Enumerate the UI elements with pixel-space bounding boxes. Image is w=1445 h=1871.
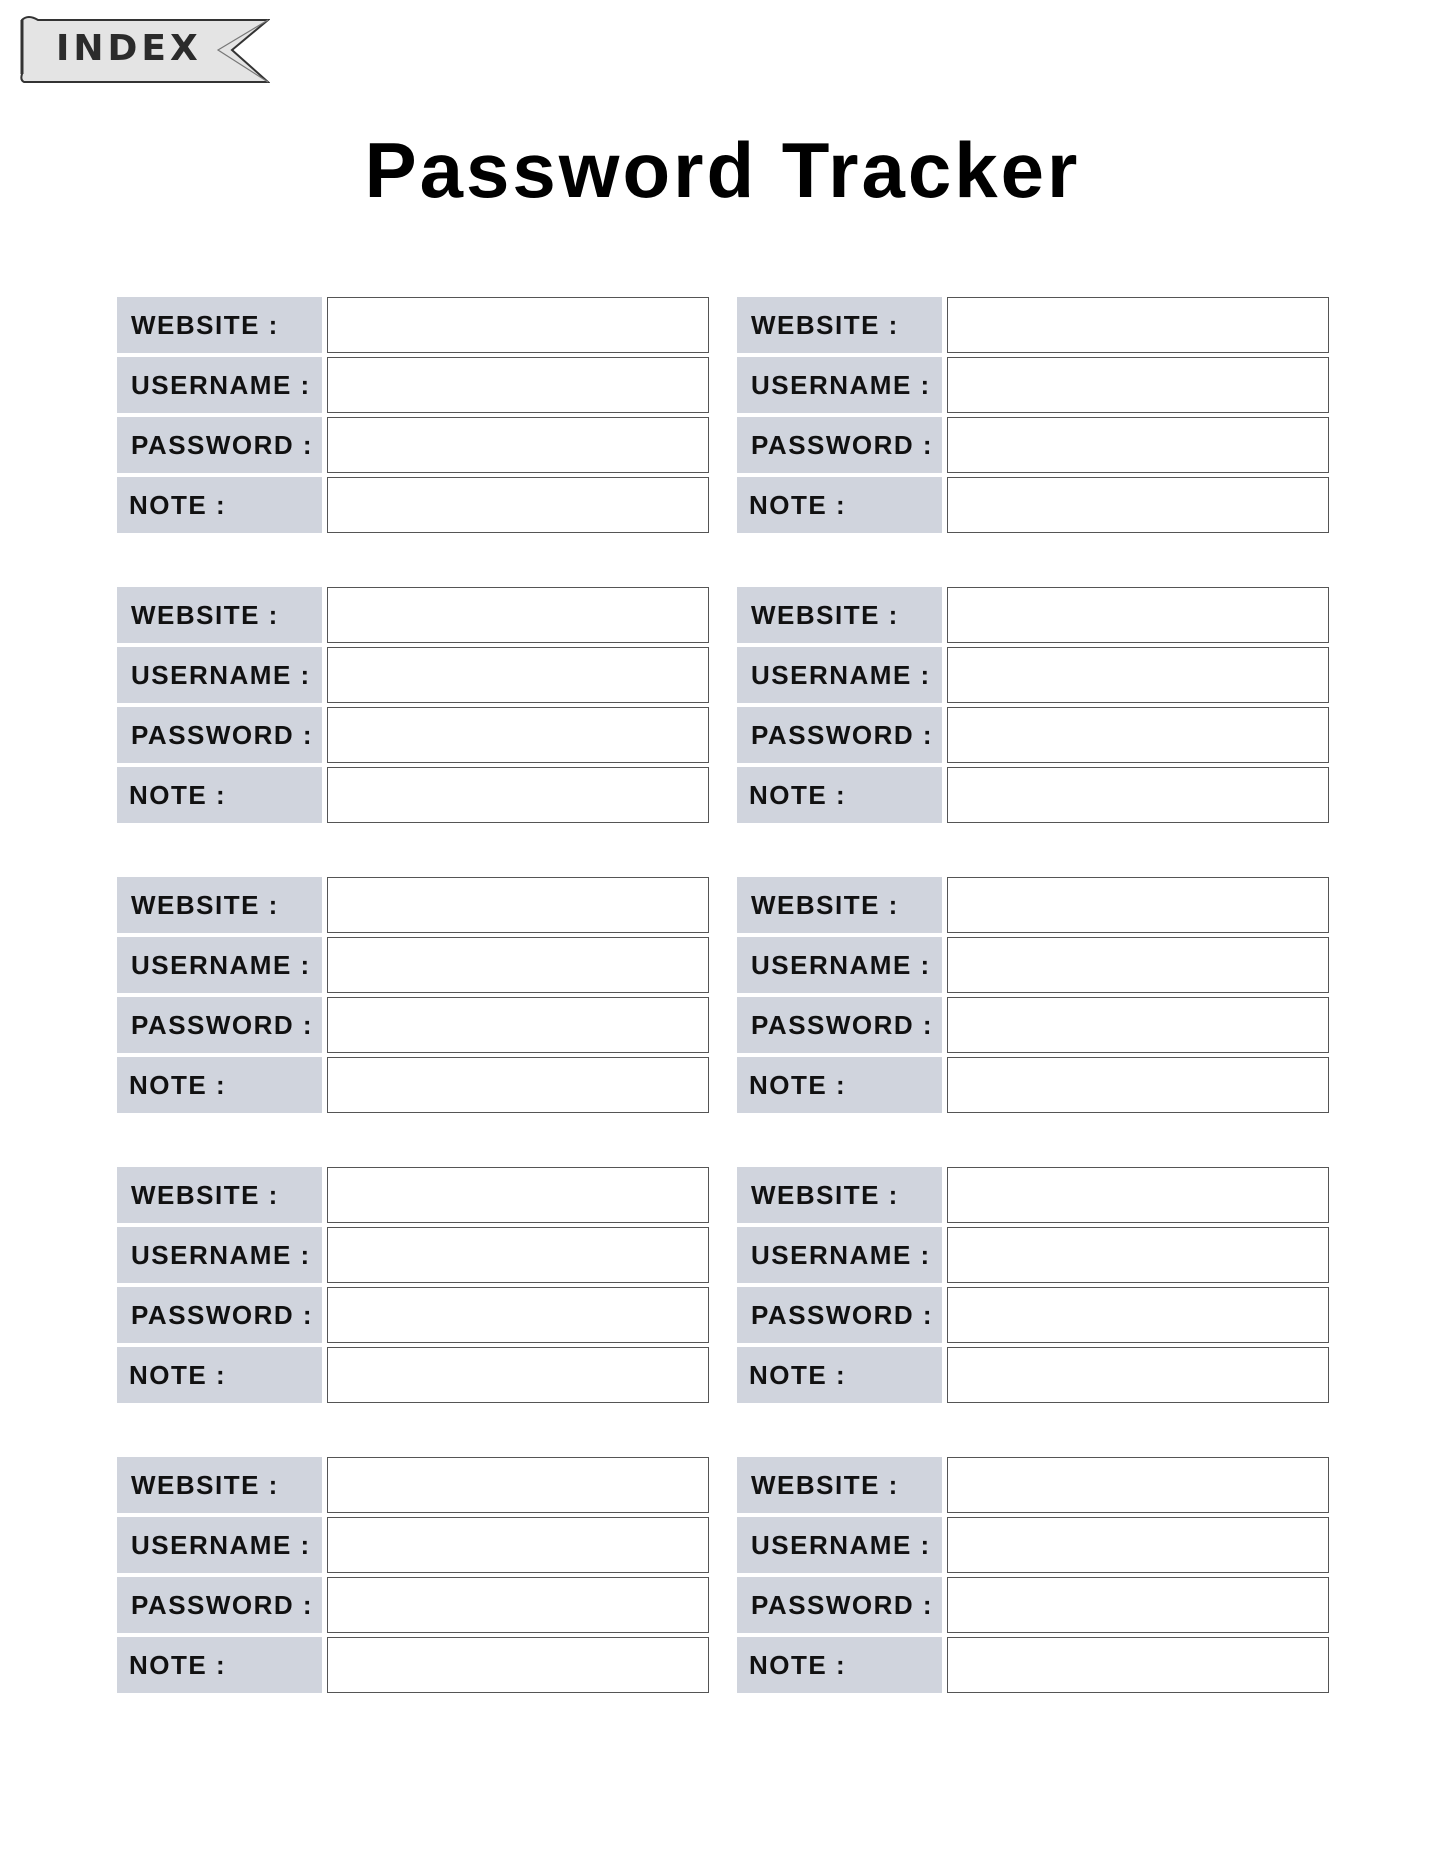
note-row (117, 1347, 709, 1403)
username-label: USERNAME : (737, 647, 942, 703)
username-label: USERNAME : (117, 937, 322, 993)
website-field[interactable] (327, 587, 709, 643)
password-row (737, 417, 1329, 473)
note-field[interactable] (947, 767, 1329, 823)
website-row (117, 1457, 709, 1513)
website-field[interactable] (327, 297, 709, 353)
note-label: NOTE : (117, 1637, 322, 1693)
password-row (117, 417, 709, 473)
website-field[interactable] (947, 1167, 1329, 1223)
note-label: NOTE : (737, 1637, 942, 1693)
password-field[interactable] (947, 1287, 1329, 1343)
note-label: NOTE : (737, 477, 942, 533)
website-row (737, 877, 1329, 933)
username-row (737, 1517, 1329, 1573)
username-row (737, 937, 1329, 993)
note-field[interactable] (947, 477, 1329, 533)
website-field[interactable] (327, 877, 709, 933)
note-row (117, 1057, 709, 1113)
note-row (737, 1347, 1329, 1403)
password-field[interactable] (327, 707, 709, 763)
password-row (117, 1287, 709, 1343)
page-title: Password Tracker (364, 126, 1081, 214)
password-row (737, 1577, 1329, 1633)
password-entry (737, 1457, 1329, 1693)
note-label: NOTE : (737, 767, 942, 823)
website-row (117, 1167, 709, 1223)
website-label: WEBSITE : (117, 1457, 322, 1513)
password-entry (737, 877, 1329, 1113)
note-field[interactable] (327, 477, 709, 533)
username-field[interactable] (947, 1517, 1329, 1573)
note-label: NOTE : (117, 1057, 322, 1113)
username-label: USERNAME : (737, 357, 942, 413)
website-field[interactable] (327, 1167, 709, 1223)
username-field[interactable] (947, 937, 1329, 993)
website-row (117, 877, 709, 933)
website-row (117, 297, 709, 353)
website-label: WEBSITE : (737, 877, 942, 933)
username-row (737, 647, 1329, 703)
username-row (117, 1227, 709, 1283)
note-row (737, 767, 1329, 823)
username-label: USERNAME : (117, 1227, 322, 1283)
username-field[interactable] (947, 357, 1329, 413)
website-row (117, 587, 709, 643)
username-label: USERNAME : (737, 1227, 942, 1283)
website-label: WEBSITE : (117, 297, 322, 353)
password-row (737, 997, 1329, 1053)
website-row (737, 587, 1329, 643)
website-field[interactable] (327, 1457, 709, 1513)
password-label: PASSWORD : (117, 997, 322, 1053)
username-row (117, 1517, 709, 1573)
website-label: WEBSITE : (737, 1167, 942, 1223)
password-entry (117, 877, 709, 1113)
note-field[interactable] (327, 1637, 709, 1693)
password-entry (117, 587, 709, 823)
username-field[interactable] (327, 357, 709, 413)
username-field[interactable] (327, 1227, 709, 1283)
note-field[interactable] (327, 1347, 709, 1403)
website-field[interactable] (947, 1457, 1329, 1513)
password-entry (737, 297, 1329, 533)
website-label: WEBSITE : (117, 1167, 322, 1223)
password-label: PASSWORD : (737, 1577, 942, 1633)
password-field[interactable] (947, 707, 1329, 763)
note-label: NOTE : (117, 767, 322, 823)
username-label: USERNAME : (737, 937, 942, 993)
website-label: WEBSITE : (117, 877, 322, 933)
password-entry (737, 1167, 1329, 1403)
password-row (117, 1577, 709, 1633)
password-entry (737, 587, 1329, 823)
password-row (737, 707, 1329, 763)
username-field[interactable] (947, 647, 1329, 703)
index-label: INDEX (56, 28, 202, 69)
username-field[interactable] (327, 937, 709, 993)
password-label: PASSWORD : (117, 1287, 322, 1343)
website-row (737, 1457, 1329, 1513)
website-label: WEBSITE : (737, 297, 942, 353)
note-row (737, 1057, 1329, 1113)
password-field[interactable] (947, 1577, 1329, 1633)
username-row (737, 1227, 1329, 1283)
password-label: PASSWORD : (737, 1287, 942, 1343)
website-row (737, 1167, 1329, 1223)
username-label: USERNAME : (117, 1517, 322, 1573)
website-field[interactable] (947, 587, 1329, 643)
username-label: USERNAME : (117, 647, 322, 703)
password-label: PASSWORD : (117, 707, 322, 763)
website-row (737, 297, 1329, 353)
note-field[interactable] (947, 1637, 1329, 1693)
password-label: PASSWORD : (737, 707, 942, 763)
note-field[interactable] (947, 1057, 1329, 1113)
password-field[interactable] (327, 1287, 709, 1343)
note-row (117, 767, 709, 823)
note-label: NOTE : (737, 1057, 942, 1113)
website-label: WEBSITE : (117, 587, 322, 643)
website-field[interactable] (947, 877, 1329, 933)
username-row (117, 647, 709, 703)
website-field[interactable] (947, 297, 1329, 353)
note-label: NOTE : (117, 477, 322, 533)
password-row (117, 997, 709, 1053)
password-field[interactable] (327, 1577, 709, 1633)
password-row (117, 707, 709, 763)
note-row (117, 477, 709, 533)
password-field[interactable] (947, 997, 1329, 1053)
password-label: PASSWORD : (117, 1577, 322, 1633)
entries-grid (117, 297, 1329, 1693)
username-row (117, 357, 709, 413)
password-entry (117, 1167, 709, 1403)
password-label: PASSWORD : (737, 997, 942, 1053)
username-row (117, 937, 709, 993)
note-field[interactable] (327, 1057, 709, 1113)
username-field[interactable] (327, 647, 709, 703)
note-label: NOTE : (737, 1347, 942, 1403)
website-label: WEBSITE : (737, 1457, 942, 1513)
note-field[interactable] (947, 1347, 1329, 1403)
note-row (737, 477, 1329, 533)
username-label: USERNAME : (737, 1517, 942, 1573)
password-field[interactable] (947, 417, 1329, 473)
index-tab[interactable] (18, 14, 270, 86)
password-entry (117, 297, 709, 533)
note-label: NOTE : (117, 1347, 322, 1403)
password-row (737, 1287, 1329, 1343)
username-label: USERNAME : (117, 357, 322, 413)
note-field[interactable] (327, 767, 709, 823)
username-field[interactable] (947, 1227, 1329, 1283)
username-row (737, 357, 1329, 413)
password-field[interactable] (327, 997, 709, 1053)
note-row (737, 1637, 1329, 1693)
password-field[interactable] (327, 417, 709, 473)
username-field[interactable] (327, 1517, 709, 1573)
note-row (117, 1637, 709, 1693)
website-label: WEBSITE : (737, 587, 942, 643)
password-label: PASSWORD : (117, 417, 322, 473)
password-label: PASSWORD : (737, 417, 942, 473)
password-entry (117, 1457, 709, 1693)
